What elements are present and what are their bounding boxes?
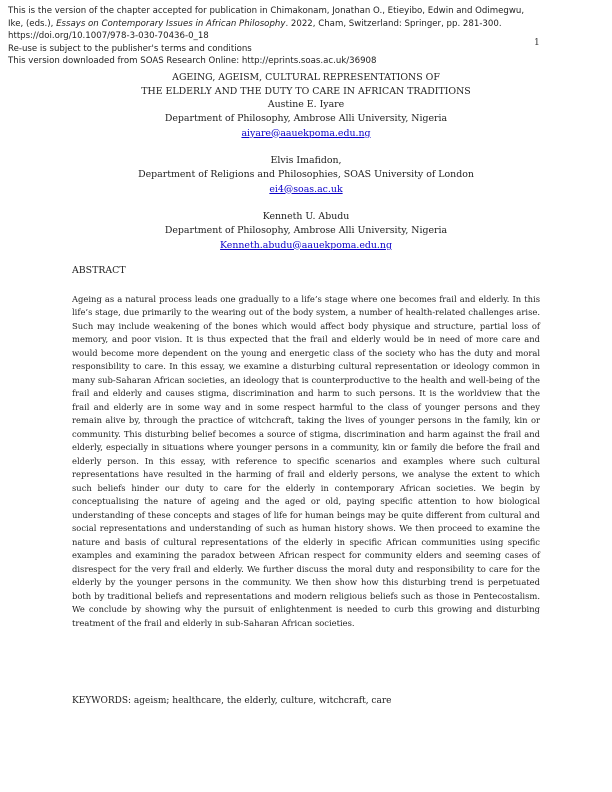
title-line-1: AGEING, AGEISM, CULTURAL REPRESENTATIONS OF [172,72,440,83]
author-email-link[interactable]: ei4@soas.ac.uk [269,183,343,195]
keywords-label: KEYWORDS: [72,696,134,706]
notice-doi: https://doi.org/10.1007/978-3-030-70436-0_18 [8,31,209,42]
author-block [72,98,540,141]
paper-title [72,71,540,100]
author-name: Kenneth U. Abudu [262,211,350,222]
author-name: Elvis Imafidon, [270,155,342,166]
author-affiliation: Department of Religions and Philosophies, SOAS University of London [138,169,474,181]
title-line-2: THE ELDERLY AND THE DUTY TO CARE IN AFRICAN TRADITIONS [141,86,471,98]
notice-publisher: . 2022, Cham, Switzerland: Springer, pp. 281-300. [285,18,502,29]
author-block [72,210,540,253]
author-affiliation: Department of Philosophy, Ambrose Alli University, Nigeria [164,113,448,125]
keywords-line [72,696,391,706]
notice-download-source: This version downloaded from SOAS Research Online: http://eprints.soas.ac.uk/36908 [8,56,377,67]
page-number: 1 [534,38,540,48]
author-block [72,154,540,197]
author-name: Austine E. Iyare [267,99,345,110]
notice-reuse: Re-use is subject to the publisher's terms and conditions [8,43,252,54]
author-email-link[interactable]: aiyare@aauekpoma.edu.ng [241,127,371,139]
abstract-body: Ageing as a natural process leads one gradually to a life’s stage where one becomes frail and elderly. In this life’s stage, due primarily to the wearing out of the body system, a number of health-related challenges arise. Such may include weakening of the bones which would affect body physique and structure, partial loss of memory, and poor vision. It is thus expected that the frail and elderly would be in need of more care and would become more dependent on the young and energetic class of the society who has the duty and moral responsibility to care. In this essay, we examine a disturbing cultural representation or ideology common in many sub-Saharan African societies, an ideology that is counterproductive to the health and well-being of the frail and elderly and causes stigma, discrimination and harm to such persons. It is the worldview that the frail and elderly are in some way and in some respect harmful to the class of younger persons and they remain alive by, through the practice of witchcraft, taking the lives of younger persons in the family, kin or community. This disturbing belief becomes a source of stigma, discrimination and harm against the frail and elderly, especially in situations where younger persons in a community, kin or family die before the frail and elderly person. In this essay, with reference to specific scenarios and examples where such cultural representations have resulted in the harming of frail and elderly persons, we analyse the extent to which such beliefs hinder our duty to care for the elderly in contemporary African societies. We begin by conceptualising the nature of ageing and the aged or old, paying specific attention to how biological understanding of these concepts and stages of life for human beings may be quite different from cultural and social representations and understanding of such as human history shows. We then proceed to examine the nature and basis of cultural representations of the elderly in specific African communities using specific examples and examining the paradox between African respect for community elders and seeming cases of disrespect for the very frail and elderly. We further discuss the moral duty and responsibility to care for the elderly by the younger persons in the community. We then show how this disturbing trend is perpetuated both by traditional beliefs and representations and modern religious beliefs such as those in Pentecostalism. We conclude by showing why the pursuit of enlightenment is needed to curb this growing and disturbing treatment of the frail and elderly in sub-Saharan African societies. [72,294,540,628]
author-affiliation: Department of Philosophy, Ambrose Alli University, Nigeria [164,225,448,237]
notice-line-1: This is the version of the chapter accepted for publication in Chimakonam, Jonathan O., Etieyibo, Edwin and Odimegwu, [8,6,525,16]
publication-notice [8,5,528,68]
notice-book-title: Essays on Contemporary Issues in African Philosophy [56,18,286,29]
notice-line-2 [8,18,528,31]
keywords-list: ageism; healthcare, the elderly, culture, witchcraft, care [133,696,392,706]
author-email-link[interactable]: Kenneth.abudu@aauekpoma.edu.ng [220,239,392,251]
notice-editors: Ike, (eds.), [8,18,57,29]
abstract-heading: ABSTRACT [72,265,126,276]
